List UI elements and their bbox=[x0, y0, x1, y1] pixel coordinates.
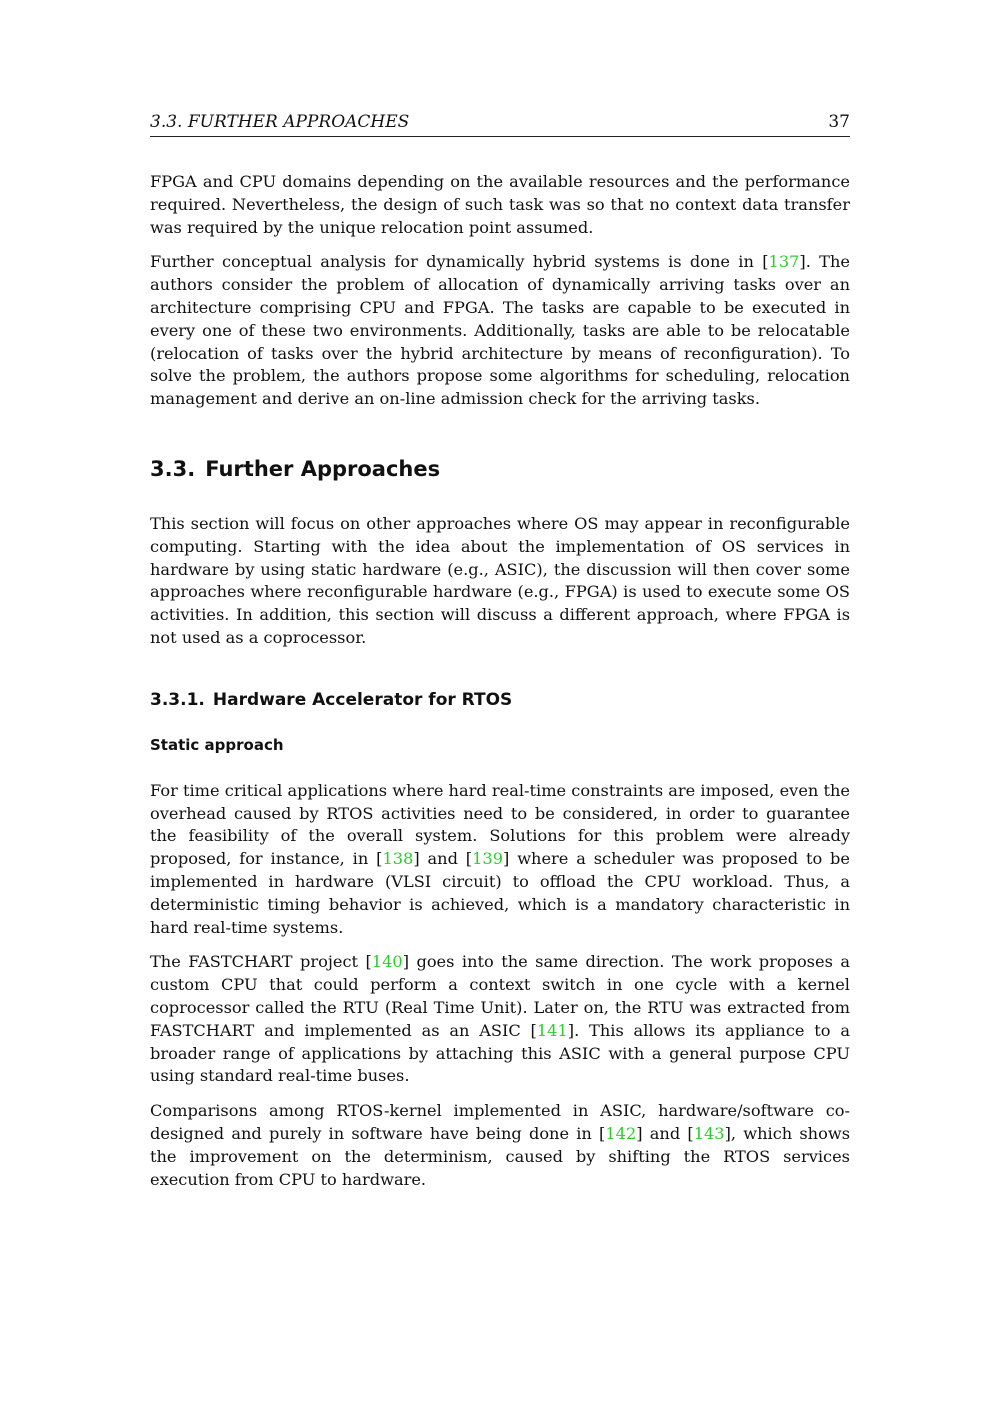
page-body bbox=[150, 171, 850, 1203]
subsection-title: Hardware Accelerator for RTOS bbox=[212, 689, 513, 710]
citation-link-143[interactable]: 143 bbox=[693, 1123, 725, 1143]
subsection-number: 3.3.1. bbox=[150, 689, 205, 710]
running-header-title: 3.3. FURTHER APPROACHES bbox=[150, 112, 410, 132]
paragraph-1: FPGA and CPU domains depending on the available resources and the performance required. Nevertheless, the design of such task was so that no context data transfer was required by the unique relocation point assumed. bbox=[150, 172, 850, 237]
text-run: ]. The authors consider the problem of allocation of dynamically arriving tasks over an architecture comprising CPU and FPGA. The tasks are capable to be executed in every one of these two environments. Additionally, tasks are able to be relocatable (relocation of tasks over the hybrid architecture by means of reconfiguration). To solve the problem, the authors propose some algorithms for scheduling, relocation management and derive an on-line admission check for the arriving tasks. bbox=[150, 252, 850, 409]
text-run: ] and [ bbox=[413, 849, 473, 869]
citation-link-139[interactable]: 139 bbox=[472, 849, 504, 869]
text-run: The FASTCHART project [ bbox=[150, 952, 372, 972]
text-run: ]. This allows its appliance to a broader range of applications by attaching this ASIC with a general purpose CPU using standard real-time buses. bbox=[150, 1020, 850, 1086]
citation-link-140[interactable]: 140 bbox=[371, 952, 403, 972]
paragraph-4 bbox=[150, 780, 850, 940]
paragraph-3: This section will focus on other approaches where OS may appear in reconfigurable computing. Starting with the idea about the implementation of OS services in hardware by using static hardware (e.g., ASIC), the discussion will then cover some approaches where reconfigurable hardware (e.g., FPGA) is used to execute some OS activities. In addition, this section will discuss a different approach, where FPGA is not used as a coprocessor. bbox=[150, 513, 850, 647]
text-run: Comparisons among RTOS-kernel implemented in ASIC, hardware/software co-designed and purely in software have being done in [ bbox=[150, 1101, 850, 1143]
citation-link-141[interactable]: 141 bbox=[536, 1020, 568, 1040]
section-heading bbox=[150, 455, 850, 483]
paragraph-5 bbox=[150, 951, 850, 1088]
text-run: ] goes into the same direction. The work proposes a custom CPU that could perform a context switch in one cycle with a kernel coprocessor called the RTU (Real Time Unit). Later on, the RTU was extracted from FASTCHART and implemented as an ASIC [ bbox=[150, 952, 850, 1040]
citation-link-137[interactable]: 137 bbox=[768, 252, 800, 272]
page-number: 37 bbox=[828, 112, 850, 132]
paragraph-2 bbox=[150, 251, 850, 411]
text-run: Further conceptual analysis for dynamically hybrid systems is done in [ bbox=[150, 252, 769, 272]
text-run: For time critical applications where hard real-time constraints are imposed, even the overhead caused by RTOS activities need to be considered, in order to guarantee the feasibility of the overall system. Solutions for this problem were already proposed, for instance, in [ bbox=[150, 780, 850, 869]
citation-link-138[interactable]: 138 bbox=[382, 849, 414, 869]
paragraph-6 bbox=[150, 1100, 850, 1191]
running-header bbox=[150, 110, 850, 137]
text-run: ], which shows the improvement on the determinism, caused by shifting the RTOS services execution from CPU to hardware. bbox=[150, 1123, 851, 1189]
subsection-heading bbox=[150, 688, 850, 712]
section-title: Further Approaches bbox=[205, 456, 441, 481]
paragraph-heading: Static approach bbox=[150, 735, 284, 754]
text-run: ] and [ bbox=[636, 1123, 694, 1143]
citation-link-142[interactable]: 142 bbox=[605, 1123, 637, 1143]
section-number: 3.3. bbox=[150, 456, 196, 481]
text-run: ] where a scheduler was proposed to be implemented in hardware (VLSI circuit) to offload the CPU workload. Thus, a deterministic timing behavior is achieved, which is a mandatory characteristic in hard real-time systems. bbox=[150, 849, 850, 937]
